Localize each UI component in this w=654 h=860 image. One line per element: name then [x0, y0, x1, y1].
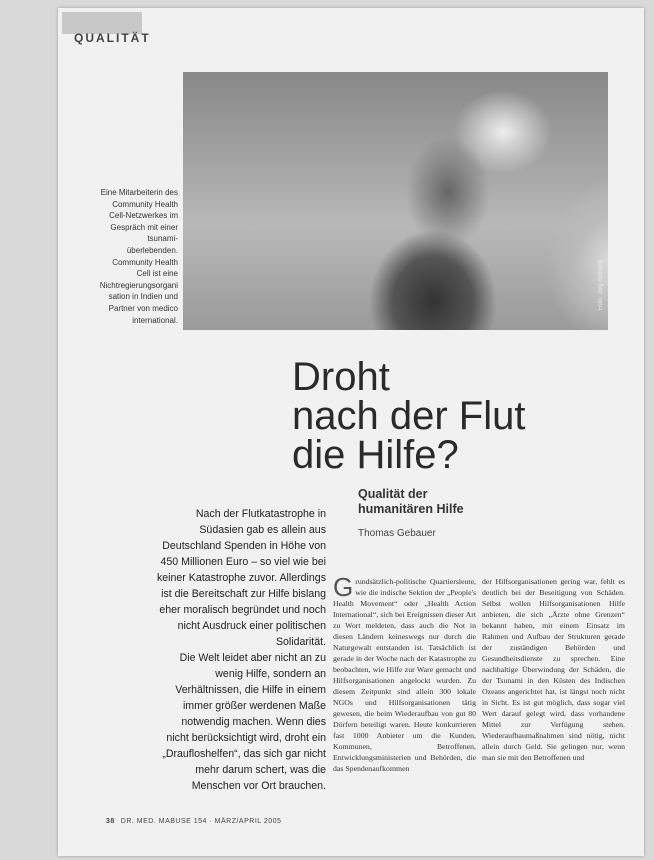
- page-footer: [106, 818, 281, 825]
- title-line: nach der Flut: [292, 394, 526, 438]
- section-label: QUALITÄT: [74, 31, 151, 45]
- intro-line: Deutschland Spenden in Höhe von: [162, 540, 326, 552]
- article-title: [292, 355, 526, 477]
- intro-line: mehr darum schert, was die: [195, 764, 326, 776]
- subtitle-line: humanitären Hilfe: [358, 502, 464, 516]
- intro-line: notwendig machen. Wenn dies: [181, 716, 326, 728]
- article-subtitle: [358, 487, 464, 517]
- author: Thomas Gebauer: [358, 528, 436, 539]
- body-column-2: der Hilfsorganisationen gering war, fehlt es deutlich bei der Beseitigung von Schäden. Selbst wollen Hilfsorganisationen Hilfe anbieten, die sich „Ärzte ohne Grenzen“ bekannt haben, mit einem Einsatz im Rahmen und Aufbau der Strukturen gerade der zuständigen Behörden und Gesundheitsdienste zu sprechen. Eine nachhaltige Überwindung der Schäden, die der Tsunami in den Küsten des Indischen Ozeans angerichtet hat, ist längst noch nicht in Sicht. Es ist gut möglich, dass sogar viel Wert darauf gelegt wird, dass vorhandene Mittel zur Verfügung stehen. Wiederaufbaumaßnahmen sind nötig, nicht allein durch Geld. Sie gelingen nur, wenn man sie mit den Betroffenen und: [482, 577, 625, 762]
- intro-line: „Draufloshelfen“, das sich gar nicht: [162, 748, 326, 760]
- intro-text: [100, 506, 326, 794]
- intro-line: keiner Katastrophe zuvor. Allerdings: [156, 572, 326, 584]
- intro-line: ist die Bereitschaft zur Hilfe bislang: [161, 588, 326, 600]
- title-line: Droht: [292, 355, 390, 399]
- intro-line: Solidarität.: [275, 636, 326, 648]
- intro-line: Südasien gab es allein aus: [199, 524, 326, 536]
- intro-line: nicht Ausdruck einer politischen: [177, 620, 326, 632]
- intro-line: Verhältnissen, die Hilfe in einem: [175, 684, 326, 696]
- drop-cap: G: [333, 572, 354, 602]
- article-photo: [183, 72, 608, 330]
- intro-line: 450 Millionen Euro – so viel wie bei: [160, 556, 326, 568]
- intro-line: wenig Hilfe, sondern an: [215, 668, 326, 680]
- intro-line: eher moralisch begründet und noch: [159, 604, 326, 616]
- issue-info: DR. MED. MABUSE 154 · MÄRZ/APRIL 2005: [120, 818, 282, 825]
- intro-line: Die Welt leidet aber nicht an zu: [179, 652, 326, 664]
- photo-caption: Eine Mitarbeiterin des Community Health Cell-Netzwerkes im Gespräch mit einer tsunami-überlebenden. Community Health Cell ist eine Nichtregierungsorganisation in Indien und Partner von medico international.: [99, 188, 178, 325]
- intro-line: immer größer werdenen Maße: [182, 700, 326, 712]
- intro-line: Nach der Flutkatastrophe in: [195, 508, 326, 520]
- page-number: 38: [106, 818, 115, 825]
- subtitle-line: Qualität der: [358, 487, 428, 501]
- title-line: die Hilfe?: [292, 433, 459, 477]
- body-text: rundsätzlich-politische Quartiersleute, wie die indische Sektion der „People's Health Movement“ oder „Health Action International“, sich bei Ereignissen dieser Art zu Wort meldeten, dass auch die Not in diesen Ländern keineswegs nur durch die Naturgewalt entstanden ist. Tatsächlich ist gerade in der Woche nach der Katastrophe zu beobachten, wie Hilfe zur Ware gemacht und Hilfsorganisationen angelockt wurden. Zu diesem Zeitpunkt sind allein 300 lokale NGOs und Hilfsorganisationen tätig gewesen, die beim Wiederaufbau von gut 80 Dörfern beteiligt waren. Heute konkurrieren fast 1000 Anbieter um die Kunden, Kommunen, Betroffenen, Entwicklungsministerien und Behörden, die das Spendenaufkommen: [333, 577, 476, 773]
- intro-line: nicht berücksichtigt wird, droht ein: [166, 732, 326, 744]
- body-column-1: [333, 572, 476, 774]
- intro-line: Menschen vor Ort brauchen.: [191, 780, 326, 792]
- photo-credit: Foto: Jörg Böthling: [598, 259, 604, 310]
